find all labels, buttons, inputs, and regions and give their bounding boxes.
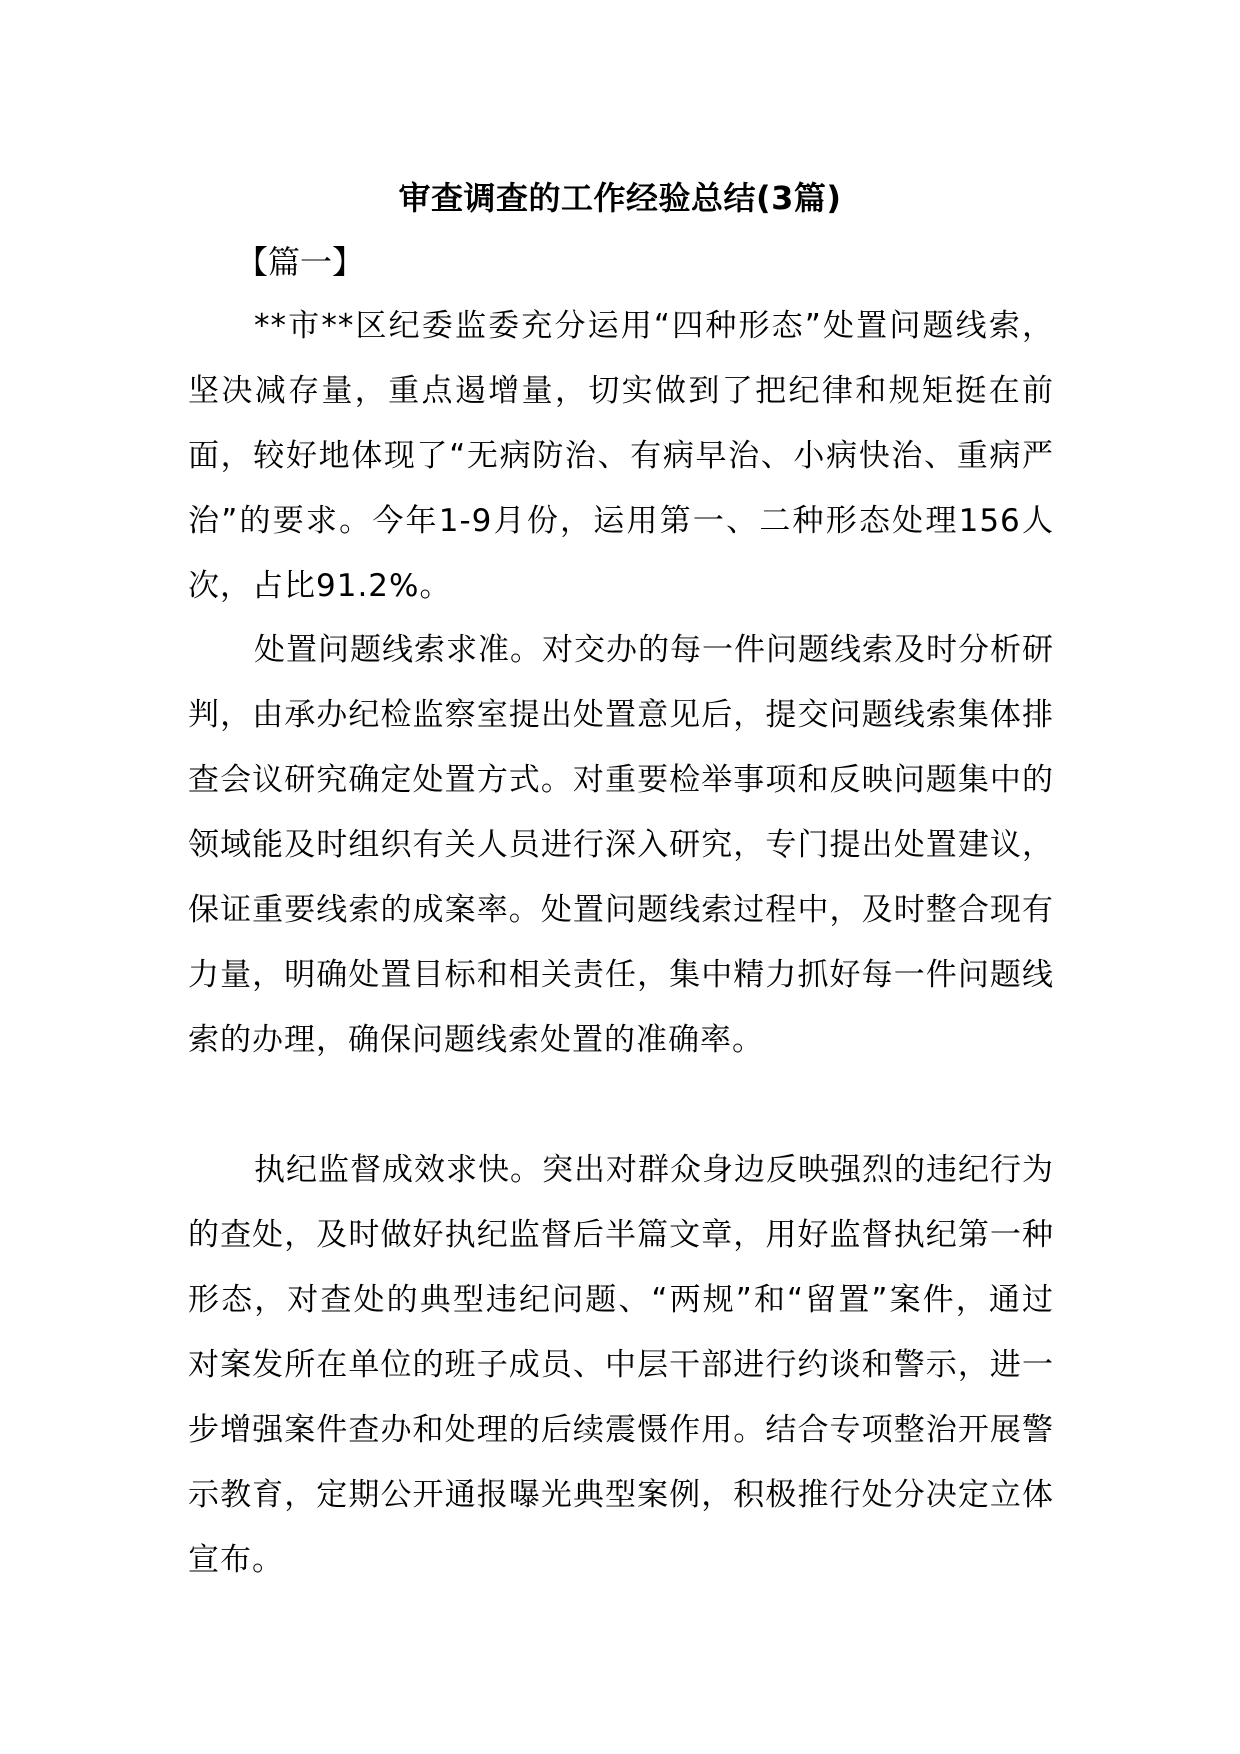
document-title: 审查调查的工作经验总结(3篇): [398, 179, 842, 217]
paragraph-3: [188, 1138, 1054, 1593]
paragraph-2: [188, 618, 1054, 1073]
paragraph-1: [188, 294, 1054, 619]
paragraph-1-text: **市**区纪委监委充分运用“四种形态”处置问题线索，坚决减存量，重点遏增量，切实做到了把纪律和规矩挺在前面，较好地体现了“无病防治、有病早治、小病快治、重病严治”的要求。今年1-9月份，运用第一、二种形态处理156人次，占比91.2%。: [188, 308, 1054, 604]
document-page: [188, 0, 1054, 1754]
paragraph-3-text: 执纪监督成效求快。突出对群众身边反映强烈的违纪行为的查处，及时做好执纪监督后半篇文章，用好监督执纪第一种形态，对查处的典型违纪问题、“两规”和“留置”案件，通过对案发所在单位的班子成员、中层干部进行约谈和警示，进一步增强案件查办和处理的后续震慑作用。结合专项整治开展警示教育，定期公开通报曝光典型案例，积极推行处分决定立体宣布。: [188, 1152, 1054, 1578]
section-label: 【篇一】: [236, 243, 365, 281]
paragraph-2-text: 处置问题线索求准。对交办的每一件问题线索及时分析研判，由承办纪检监察室提出处置意见后，提交问题线索集体排查会议研究确定处置方式。对重要检举事项和反映问题集中的领域能及时组织有关人员进行深入研究，专门提出处置建议，保证重要线索的成案率。处置问题线索过程中，及时整合现有力量，明确处置目标和相关责任，集中精力抓好每一件问题线索的办理，确保问题线索处置的准确率。: [188, 632, 1054, 1058]
